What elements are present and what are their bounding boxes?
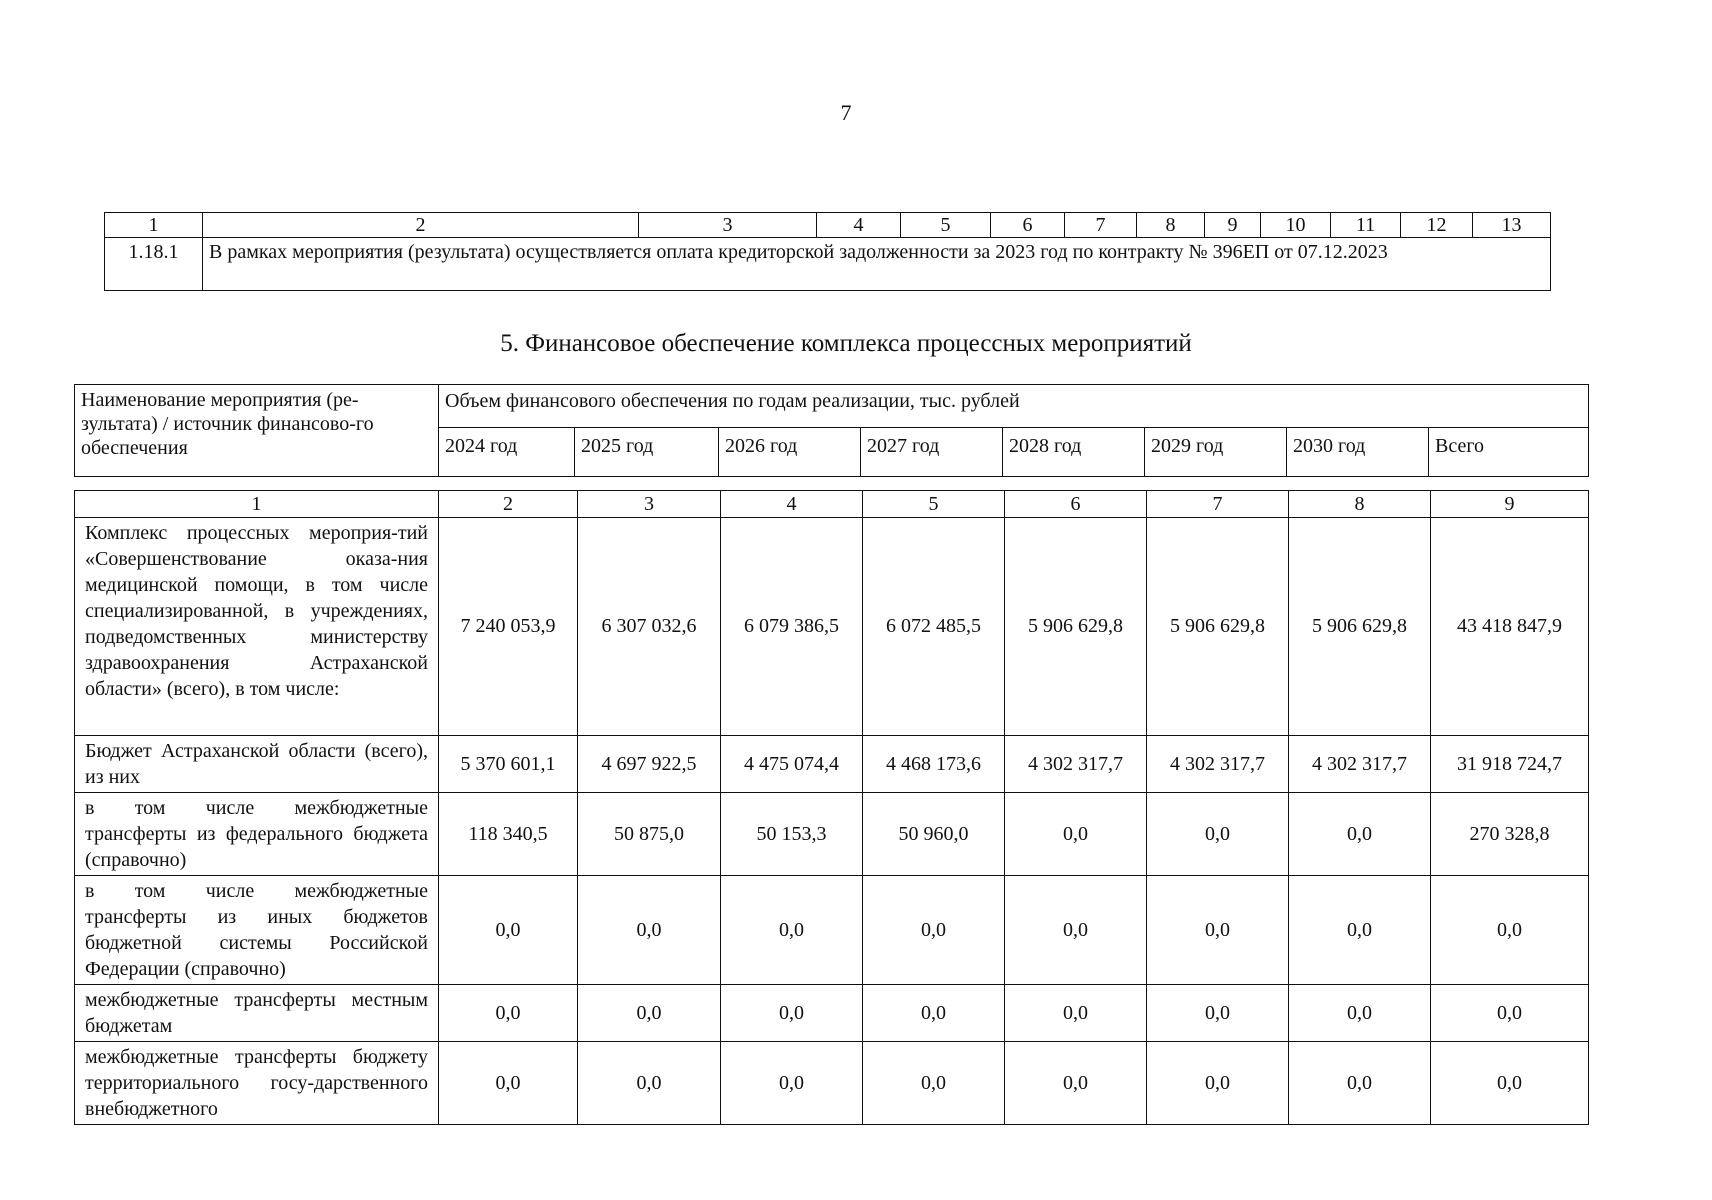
cell-value: 0,0 (1289, 985, 1431, 1042)
cell-value: 0,0 (1147, 793, 1289, 876)
cell-value: 0,0 (1005, 1042, 1147, 1125)
table-row (75, 518, 1589, 736)
year-header: 2026 год (719, 428, 861, 477)
column-number: 5 (863, 491, 1005, 518)
column-number-row (75, 491, 1589, 518)
cell-value: 0,0 (863, 985, 1005, 1042)
column-number: 11 (1331, 213, 1401, 238)
finance-data-table (74, 490, 1589, 1125)
cell-value: 50 875,0 (578, 793, 721, 876)
cell-value: 118 340,5 (439, 793, 578, 876)
row-text: В рамках мероприятия (результата) осуществляется оплата кредиторской задолженности за 2023 год по контракту № 396ЕП от 07.12.2023 (203, 238, 1551, 291)
column-number: 9 (1205, 213, 1261, 238)
cell-value: 0,0 (1147, 876, 1289, 985)
row-name: межбюджетные трансферты бюджету территориального госу-дарственного внебюджетного (75, 1042, 439, 1125)
cell-value: 0,0 (863, 876, 1005, 985)
cell-value: 6 079 386,5 (721, 518, 863, 736)
column-number-row (105, 213, 1551, 238)
table-row (75, 1042, 1589, 1125)
cell-value: 0,0 (721, 876, 863, 985)
row-name: в том числе межбюджетные трансферты из федерального бюджета (справочно) (75, 793, 439, 876)
cell-value: 0,0 (1289, 793, 1431, 876)
table-row (75, 876, 1589, 985)
cell-value: 0,0 (721, 985, 863, 1042)
cell-value: 0,0 (1005, 985, 1147, 1042)
cell-value: 0,0 (1147, 985, 1289, 1042)
cell-value: 0,0 (439, 876, 578, 985)
column-number: 10 (1261, 213, 1331, 238)
cell-value: 6 307 032,6 (578, 518, 721, 736)
cell-value: 0,0 (863, 1042, 1005, 1125)
year-header: 2029 год (1145, 428, 1287, 477)
cell-value: 0,0 (1147, 1042, 1289, 1125)
column-number: 7 (1065, 213, 1137, 238)
column-number: 4 (721, 491, 863, 518)
cell-value: 0,0 (721, 1042, 863, 1125)
cell-value: 5 906 629,8 (1147, 518, 1289, 736)
column-number: 3 (639, 213, 817, 238)
continuation-table (104, 212, 1551, 291)
cell-value: 4 302 317,7 (1147, 736, 1289, 793)
funding-span-header: Объем финансового обеспечения по годам реализации, тыс. рублей (439, 385, 1589, 428)
total-header: Всего (1429, 428, 1589, 477)
row-name: Бюджет Астраханской области (всего), из них (75, 736, 439, 793)
column-number: 3 (578, 491, 721, 518)
table-row (75, 793, 1589, 876)
page-number: 7 (840, 100, 852, 125)
cell-value: 43 418 847,9 (1431, 518, 1589, 736)
cell-value: 0,0 (1431, 1042, 1589, 1125)
year-header: 2024 год (439, 428, 575, 477)
column-number: 4 (817, 213, 901, 238)
column-number: 5 (901, 213, 991, 238)
table-row (75, 985, 1589, 1042)
cell-value: 0,0 (1431, 985, 1589, 1042)
cell-value: 0,0 (1289, 1042, 1431, 1125)
table-row (105, 238, 1551, 291)
cell-value: 0,0 (1289, 876, 1431, 985)
cell-value: 4 475 074,4 (721, 736, 863, 793)
column-number: 9 (1431, 491, 1589, 518)
row-name: Комплекс процессных мероприя-тий «Совершенствование оказа-ния медицинской помощи, в том числе специализированной, в учреждениях, подведомственных министерству здравоохранения Астраханской области» (всего), в том числе: (75, 518, 439, 736)
cell-value: 5 906 629,8 (1005, 518, 1147, 736)
year-header: 2027 год (861, 428, 1003, 477)
column-number: 2 (203, 213, 639, 238)
cell-value: 0,0 (439, 985, 578, 1042)
cell-value: 0,0 (439, 1042, 578, 1125)
row-number: 1.18.1 (105, 238, 203, 291)
year-header: 2030 год (1287, 428, 1429, 477)
section-title: 5. Финансовое обеспечение комплекса процессных мероприятий (500, 330, 1192, 357)
cell-value: 31 918 724,7 (1431, 736, 1589, 793)
row-name: межбюджетные трансферты местным бюджетам (75, 985, 439, 1042)
column-number: 12 (1401, 213, 1473, 238)
column-number: 8 (1137, 213, 1205, 238)
cell-value: 50 960,0 (863, 793, 1005, 876)
cell-value: 270 328,8 (1431, 793, 1589, 876)
table-row (75, 736, 1589, 793)
column-number: 2 (439, 491, 578, 518)
column-number: 6 (991, 213, 1065, 238)
column-number: 7 (1147, 491, 1289, 518)
cell-value: 0,0 (1005, 793, 1147, 876)
cell-value: 6 072 485,5 (863, 518, 1005, 736)
cell-value: 4 302 317,7 (1289, 736, 1431, 793)
cell-value: 4 302 317,7 (1005, 736, 1147, 793)
cell-value: 0,0 (578, 985, 721, 1042)
cell-value: 0,0 (1431, 876, 1589, 985)
year-header: 2028 год (1003, 428, 1145, 477)
cell-value: 0,0 (1005, 876, 1147, 985)
column-number: 8 (1289, 491, 1431, 518)
year-header: 2025 год (575, 428, 719, 477)
finance-header-table (74, 384, 1589, 477)
column-number: 1 (75, 491, 439, 518)
cell-value: 4 697 922,5 (578, 736, 721, 793)
column-number: 13 (1473, 213, 1551, 238)
cell-value: 0,0 (578, 1042, 721, 1125)
name-column-header: Наименование мероприятия (ре-зультата) / источник финансово-го обеспечения (75, 385, 439, 477)
cell-value: 7 240 053,9 (439, 518, 578, 736)
cell-value: 0,0 (578, 876, 721, 985)
cell-value: 5 370 601,1 (439, 736, 578, 793)
column-number: 1 (105, 213, 203, 238)
column-number: 6 (1005, 491, 1147, 518)
row-name: в том числе межбюджетные трансферты из иных бюджетов бюджетной системы Российской Федерации (справочно) (75, 876, 439, 985)
cell-value: 4 468 173,6 (863, 736, 1005, 793)
cell-value: 5 906 629,8 (1289, 518, 1431, 736)
cell-value: 50 153,3 (721, 793, 863, 876)
